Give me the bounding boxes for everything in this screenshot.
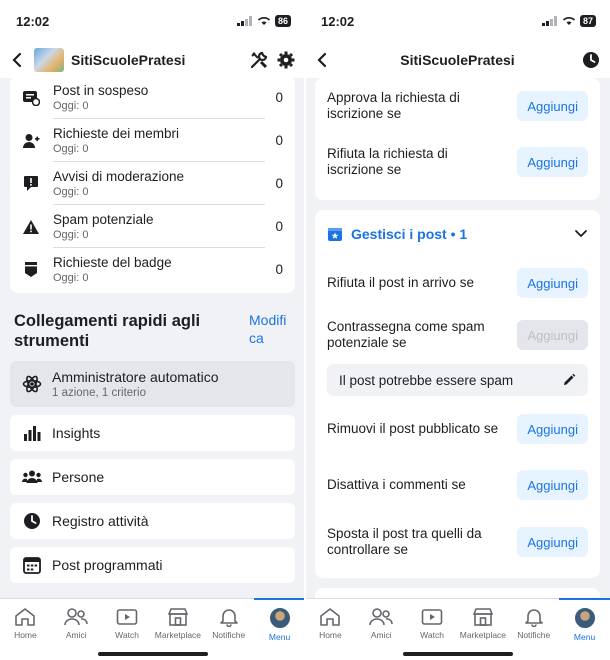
rule-label: Disattiva i commenti se <box>327 477 466 492</box>
video-icon <box>116 607 138 627</box>
rule-label: Contrassegna come spam potenziale se <box>327 319 485 350</box>
shop-icon <box>167 607 189 627</box>
status-time: 12:02 <box>321 13 355 29</box>
rule-label: Rimuovi il post pubblicato se <box>327 421 499 436</box>
add-rule-button[interactable]: Aggiungi <box>517 527 588 557</box>
add-rule-button[interactable]: Aggiungi <box>517 470 588 500</box>
queue-today: Oggi: 0 <box>53 228 89 241</box>
queue-row-pending-posts[interactable] <box>10 78 295 119</box>
signal-icon <box>542 16 558 26</box>
tab-notifications[interactable] <box>508 599 559 660</box>
queue-count: 0 <box>275 133 283 148</box>
tab-marketplace[interactable] <box>457 599 508 660</box>
queue-label: Post in sospeso <box>53 82 149 98</box>
section-title: Collegamenti rapidi agli strumenti <box>14 312 201 350</box>
manage-posts-title: Gestisci i post • 1 <box>351 226 468 242</box>
tab-label: Notifiche <box>517 630 551 640</box>
admin-assist-content <box>305 78 610 598</box>
right-screen <box>305 0 610 660</box>
queue-row-moderation-alerts[interactable] <box>10 162 295 205</box>
queue-row-potential-spam[interactable] <box>10 205 295 248</box>
add-rule-button[interactable]: Aggiungi <box>517 268 588 298</box>
tab-marketplace[interactable] <box>152 599 203 660</box>
bell-icon <box>524 607 544 627</box>
tab-label: Marketplace <box>154 630 202 640</box>
admin-assist-header <box>305 42 610 78</box>
shortcut-people[interactable] <box>10 459 295 495</box>
moderation-alert-icon <box>23 175 39 192</box>
tab-home[interactable] <box>0 599 51 660</box>
tab-friends[interactable] <box>51 599 102 660</box>
warning-icon <box>22 219 40 235</box>
back-button[interactable] <box>0 42 34 78</box>
page-title: SitiScuolePratesi <box>400 52 515 68</box>
home-icon <box>319 607 341 627</box>
signal-icon <box>237 16 253 26</box>
video-icon <box>421 607 443 627</box>
shortcut-label: Amministratore automatico <box>52 369 219 385</box>
queue-today: Oggi: 0 <box>53 272 89 284</box>
chevron-left-icon <box>12 52 22 68</box>
tab-label: Watch <box>420 630 444 640</box>
chevron-left-icon <box>317 52 327 68</box>
back-button[interactable] <box>305 42 339 78</box>
battery-indicator: 86 <box>275 15 291 27</box>
condition-label: Il post potrebbe essere spam <box>339 372 514 388</box>
queue-count: 0 <box>275 90 283 105</box>
status-time: 12:02 <box>16 13 50 29</box>
badge-icon <box>24 261 38 278</box>
rule-row <box>315 512 600 572</box>
admin-content <box>0 78 305 598</box>
tab-menu[interactable] <box>559 599 610 660</box>
tab-label: Home <box>14 630 37 640</box>
rule-row <box>315 78 600 134</box>
queue-count: 0 <box>275 219 283 234</box>
group-header <box>0 42 305 78</box>
tab-label: Amici <box>65 630 87 640</box>
home-indicator <box>403 652 513 656</box>
queue-label: Richieste dei membri <box>53 125 180 141</box>
queue-label: Richieste del badge <box>53 255 172 270</box>
tab-watch[interactable] <box>407 599 458 660</box>
shortcut-label: Registro attività <box>52 513 149 529</box>
spam-condition[interactable] <box>327 364 588 396</box>
tab-label: Notifiche <box>212 630 246 640</box>
tab-notifications[interactable] <box>203 599 254 660</box>
group-thumbnail[interactable] <box>34 48 64 72</box>
tab-watch[interactable] <box>102 599 153 660</box>
rule-label: Rifiuta il post in arrivo se <box>327 275 475 290</box>
manage-posts-header[interactable] <box>315 210 600 258</box>
people-icon <box>22 470 42 484</box>
rule-row <box>315 258 600 308</box>
shortcut-admin-assist[interactable] <box>10 361 295 407</box>
add-rule-button[interactable]: Aggiungi <box>517 147 588 177</box>
shortcut-insights[interactable] <box>10 415 295 451</box>
gear-icon[interactable] <box>277 51 295 69</box>
tab-friends[interactable] <box>356 599 407 660</box>
queue-count: 0 <box>275 176 283 191</box>
avatar <box>269 607 291 629</box>
home-icon <box>14 607 36 627</box>
queue-row-member-requests[interactable] <box>10 119 295 162</box>
shortcuts-header <box>0 293 305 361</box>
queue-today: Oggi: 0 <box>53 142 89 155</box>
status-bar <box>305 0 610 42</box>
pencil-icon[interactable] <box>562 373 576 387</box>
group-title[interactable]: SitiScuolePratesi <box>71 52 186 68</box>
bell-icon <box>219 607 239 627</box>
home-indicator <box>98 652 208 656</box>
admin-tools-icon[interactable] <box>249 50 269 70</box>
rule-row <box>315 308 600 362</box>
queue-label: Spam potenziale <box>53 211 154 227</box>
bottom-tab-bar <box>0 598 305 660</box>
shop-icon <box>472 607 494 627</box>
tab-label: Amici <box>370 630 392 640</box>
add-rule-button[interactable]: Aggiungi <box>517 91 588 121</box>
membership-rules-card <box>315 78 600 200</box>
queue-today: Oggi: 0 <box>53 185 89 198</box>
shortcut-scheduled-posts[interactable] <box>10 547 295 583</box>
avatar <box>574 607 596 629</box>
tab-home[interactable] <box>305 599 356 660</box>
bottom-tab-bar <box>305 598 610 660</box>
shortcut-activity-log[interactable] <box>10 503 295 539</box>
shortcut-label: Post programmati <box>52 557 163 573</box>
status-bar <box>0 0 305 42</box>
manage-posts-card <box>315 210 600 578</box>
tab-menu[interactable] <box>254 599 305 660</box>
member-request-icon <box>22 133 40 149</box>
shortcut-label: Persone <box>52 469 105 485</box>
atom-icon <box>22 374 42 394</box>
add-rule-button[interactable]: Aggiungi <box>517 414 588 444</box>
status-icons <box>237 15 291 27</box>
post-queue-icon <box>327 226 343 242</box>
tab-label: Menu <box>268 632 291 642</box>
wifi-icon <box>562 16 576 26</box>
tab-label: Watch <box>115 630 139 640</box>
battery-indicator: 87 <box>580 15 596 27</box>
queue-count: 0 <box>275 262 283 277</box>
rule-label: Approva la richiesta di iscrizione se <box>327 90 460 121</box>
edit-shortcuts-link[interactable]: Modifi ca <box>249 312 287 346</box>
add-rule-button-disabled: Aggiungi <box>517 320 588 350</box>
queues-card <box>10 78 295 293</box>
tab-label: Marketplace <box>459 630 507 640</box>
queue-label: Avvisi di moderazione <box>53 168 185 184</box>
status-icons <box>542 15 596 27</box>
clock-icon <box>23 512 41 530</box>
rule-label: Rifiuta la richiesta di iscrizione se <box>327 146 448 177</box>
wifi-icon <box>257 16 271 26</box>
pending-post-icon <box>22 90 40 106</box>
rule-row <box>315 400 600 458</box>
screen-divider <box>304 0 306 660</box>
friends-icon <box>64 607 88 627</box>
next-card <box>315 588 600 598</box>
queue-row-badge-requests[interactable] <box>10 248 295 291</box>
tab-label: Home <box>319 630 342 640</box>
chevron-down-icon[interactable] <box>574 229 588 239</box>
calendar-icon <box>23 556 41 574</box>
rule-row <box>315 458 600 512</box>
friends-icon <box>369 607 393 627</box>
queue-today: Oggi: 0 <box>53 99 89 112</box>
shortcut-label: Insights <box>52 425 101 441</box>
tab-label: Menu <box>573 632 596 642</box>
shortcut-sub: 1 azione, 1 criterio <box>52 387 146 399</box>
bar-chart-icon <box>23 425 41 441</box>
clock-icon[interactable] <box>582 51 600 69</box>
rule-label: Sposta il post tra quelli da controllare se <box>327 526 482 557</box>
rule-row <box>315 134 600 190</box>
